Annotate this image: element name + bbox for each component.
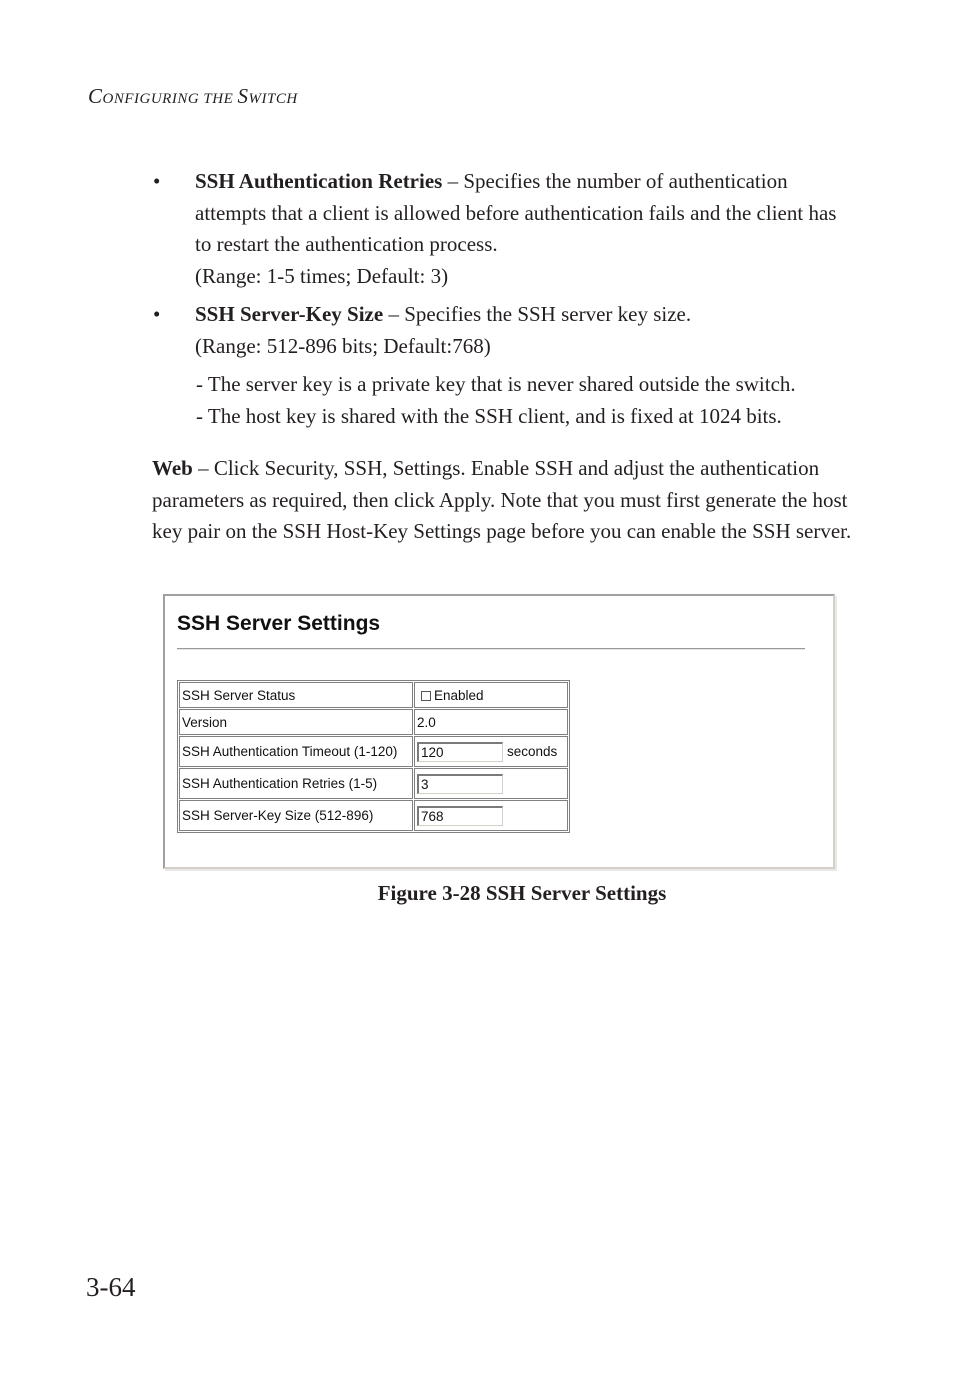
- table-row: [179, 768, 568, 799]
- bullet-term: SSH Server-Key Size: [195, 302, 384, 326]
- row-label: SSH Server Status: [179, 682, 413, 708]
- row-value: [414, 800, 568, 831]
- bullet-dot: •: [153, 302, 161, 326]
- row-value: [414, 768, 568, 799]
- server-key-size-input[interactable]: 768: [417, 806, 503, 826]
- bullet-text: – Specifies the number of authentication attempts that a client is allowed before authentication fails and the client has to restart the authentication process.: [195, 169, 837, 256]
- running-head-initial: C: [88, 84, 103, 108]
- running-head-part: ONFIGURING THE: [102, 91, 238, 107]
- figure-caption: Figure 3-28 SSH Server Settings: [377, 881, 667, 905]
- screenshot-title: SSH Server Settings: [177, 612, 381, 635]
- table-row: [179, 682, 568, 708]
- auth-retries-input[interactable]: 3: [417, 774, 503, 794]
- running-head-initial: S: [237, 84, 249, 108]
- row-value: [414, 682, 568, 708]
- table-row: [179, 709, 568, 735]
- row-label: SSH Server-Key Size (512-896): [179, 800, 413, 831]
- title-divider: [177, 648, 805, 650]
- bullet-range: (Range: 1-5 times; Default: 3): [195, 263, 449, 288]
- bullet-range: (Range: 512-896 bits; Default:768): [195, 333, 491, 358]
- web-text: – Click Security, SSH, Settings. Enable SSH and adjust the authentication parameters as required, then click Apply. Note that you must first generate the host key pair on the SSH Host-Key Settings page before you can enable the SSH server.: [152, 456, 852, 543]
- note-host-key: - The host key is shared with the SSH client, and is fixed at 1024 bits.: [196, 404, 782, 428]
- row-value: [414, 736, 568, 767]
- bullet-auth-retries: [153, 166, 853, 292]
- table-row: [179, 736, 568, 767]
- bullet-server-key-size: [153, 299, 853, 362]
- checkbox-label: Enabled: [434, 687, 484, 703]
- row-label: SSH Authentication Retries (1-5): [179, 768, 413, 799]
- unit-label: seconds: [507, 744, 558, 759]
- running-head-part: WITCH: [248, 91, 298, 107]
- table-row: [179, 800, 568, 831]
- bullet-text: – Specifies the SSH server key size.: [383, 302, 692, 326]
- web-paragraph: [152, 453, 852, 548]
- ssh-server-settings-screenshot: [163, 594, 835, 869]
- bullet-term: SSH Authentication Retries: [195, 169, 443, 193]
- settings-table: [177, 680, 570, 833]
- web-term: Web: [152, 456, 193, 480]
- enabled-checkbox[interactable]: [421, 691, 431, 701]
- running-head: [88, 84, 298, 109]
- row-label: Version: [179, 709, 413, 735]
- page-number: 3-64: [86, 1272, 136, 1302]
- note-server-key: - The server key is a private key that is never shared outside the switch.: [196, 372, 796, 396]
- bullet-dot: •: [153, 169, 161, 193]
- auth-timeout-input[interactable]: 120: [417, 742, 503, 762]
- row-label: SSH Authentication Timeout (1-120): [179, 736, 413, 767]
- version-value: 2.0: [414, 709, 568, 735]
